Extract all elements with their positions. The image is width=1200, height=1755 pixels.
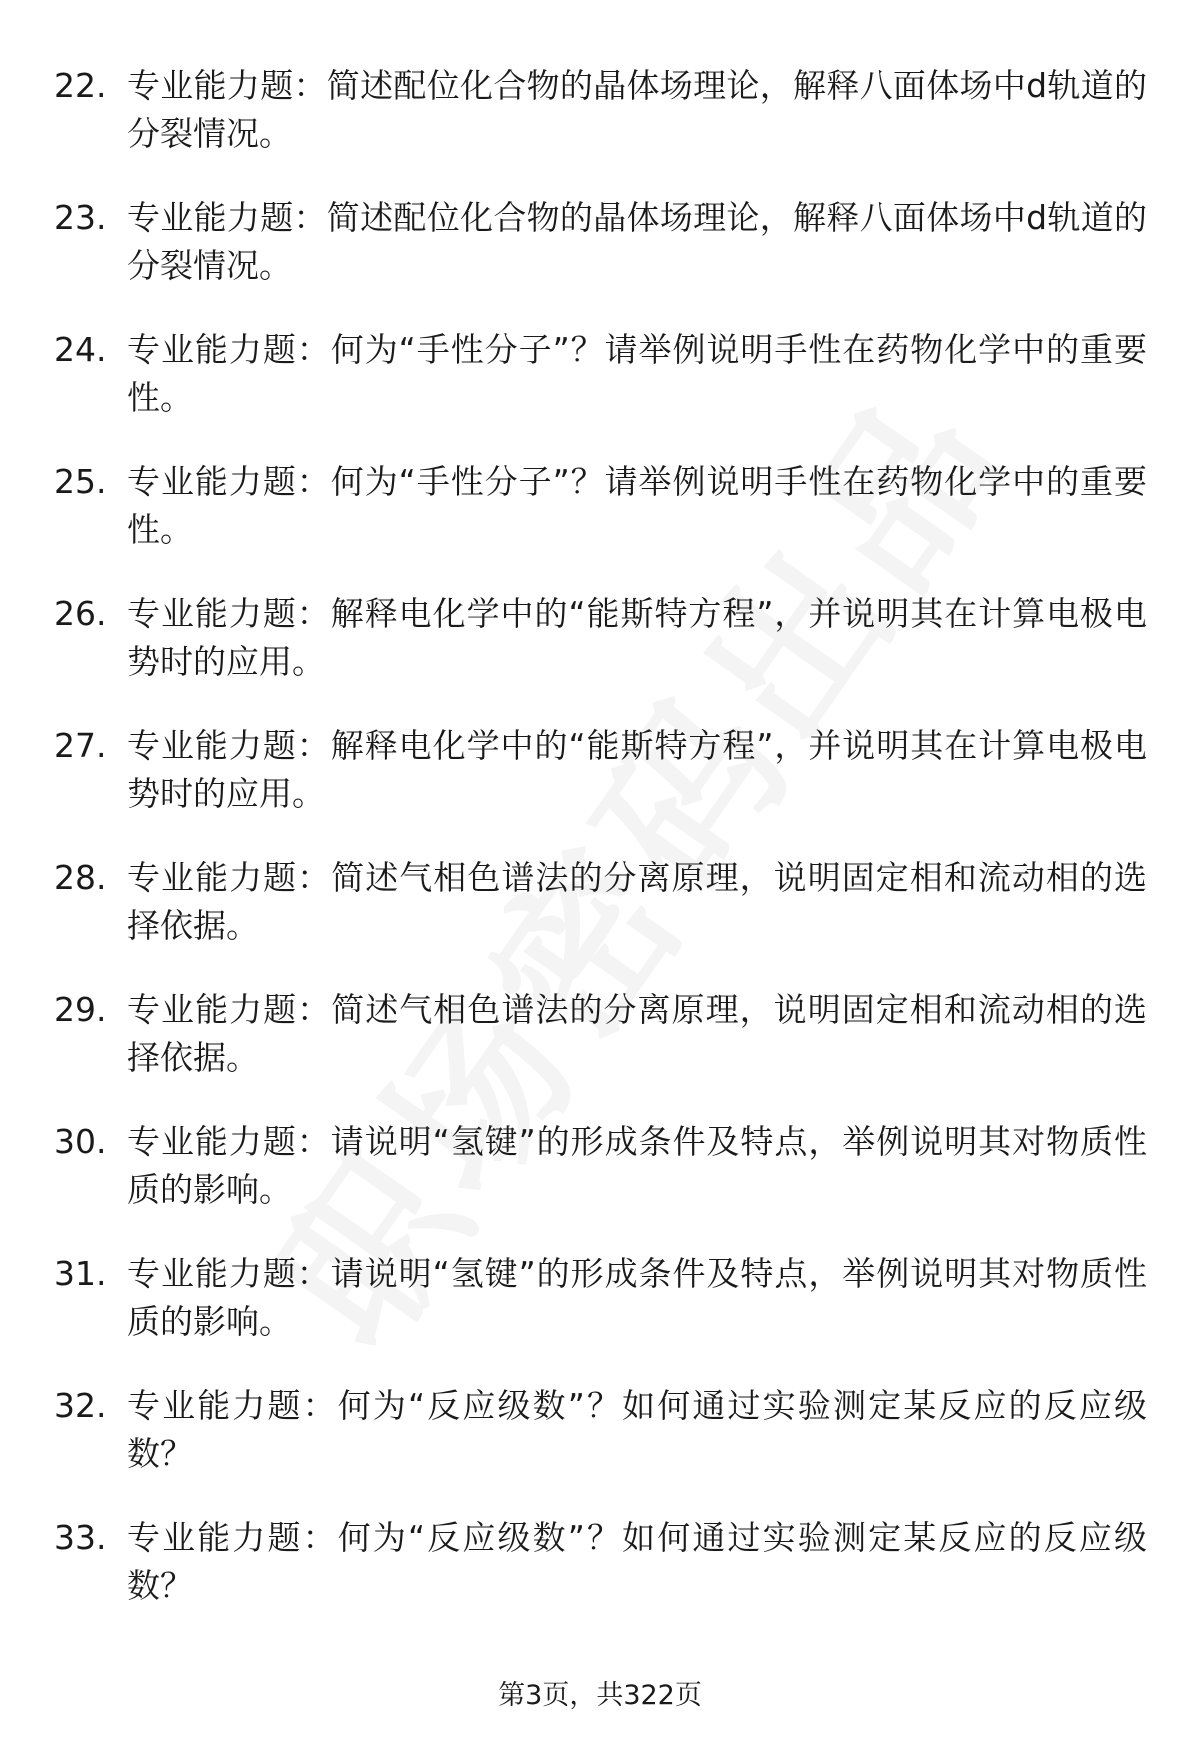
page-number-label: 第3页，共322页 — [498, 1680, 702, 1711]
question-number: 22. — [54, 66, 107, 105]
question-text: 专业能力题：解释电化学中的“能斯特方程”，并说明其在计算电极电势时的应用。 — [127, 726, 1147, 813]
question-item — [0, 62, 1200, 194]
question-text: 专业能力题：何为“手性分子”？请举例说明手性在药物化学中的重要性。 — [127, 462, 1147, 549]
question-text: 专业能力题：解释电化学中的“能斯特方程”，并说明其在计算电极电势时的应用。 — [127, 594, 1147, 681]
question-number: 27. — [54, 726, 107, 765]
question-text: 专业能力题：简述气相色谱法的分离原理，说明固定相和流动相的选择依据。 — [127, 990, 1147, 1077]
question-item — [0, 1382, 1200, 1514]
question-number: 24. — [54, 330, 107, 369]
question-number: 30. — [54, 1122, 107, 1161]
question-text: 专业能力题：何为“反应级数”？如何通过实验测定某反应的反应级数？ — [127, 1386, 1147, 1473]
question-item — [0, 1118, 1200, 1250]
question-list — [0, 62, 1200, 1646]
question-number: 32. — [54, 1386, 107, 1425]
question-number: 28. — [54, 858, 107, 897]
question-text: 专业能力题：请说明“氢键”的形成条件及特点，举例说明其对物质性质的影响。 — [127, 1254, 1147, 1341]
question-text: 专业能力题：何为“手性分子”？请举例说明手性在药物化学中的重要性。 — [127, 330, 1147, 417]
question-text: 专业能力题：简述气相色谱法的分离原理，说明固定相和流动相的选择依据。 — [127, 858, 1147, 945]
question-number: 31. — [54, 1254, 107, 1293]
question-text: 专业能力题：简述配位化合物的晶体场理论，解释八面体场中d轨道的分裂情况。 — [127, 66, 1147, 153]
question-item — [0, 590, 1200, 722]
question-number: 23. — [54, 198, 107, 237]
question-text: 专业能力题：请说明“氢键”的形成条件及特点，举例说明其对物质性质的影响。 — [127, 1122, 1147, 1209]
question-item — [0, 722, 1200, 854]
question-text: 专业能力题：何为“反应级数”？如何通过实验测定某反应的反应级数？ — [127, 1518, 1147, 1605]
question-item — [0, 986, 1200, 1118]
question-number: 33. — [54, 1518, 107, 1557]
question-item — [0, 1514, 1200, 1646]
question-item — [0, 326, 1200, 458]
question-number: 25. — [54, 462, 107, 501]
question-item — [0, 458, 1200, 590]
page-footer — [0, 1676, 1200, 1716]
question-number: 26. — [54, 594, 107, 633]
question-text: 专业能力题：简述配位化合物的晶体场理论，解释八面体场中d轨道的分裂情况。 — [127, 198, 1147, 285]
question-item — [0, 194, 1200, 326]
question-number: 29. — [54, 990, 107, 1029]
question-item — [0, 854, 1200, 986]
question-item — [0, 1250, 1200, 1382]
